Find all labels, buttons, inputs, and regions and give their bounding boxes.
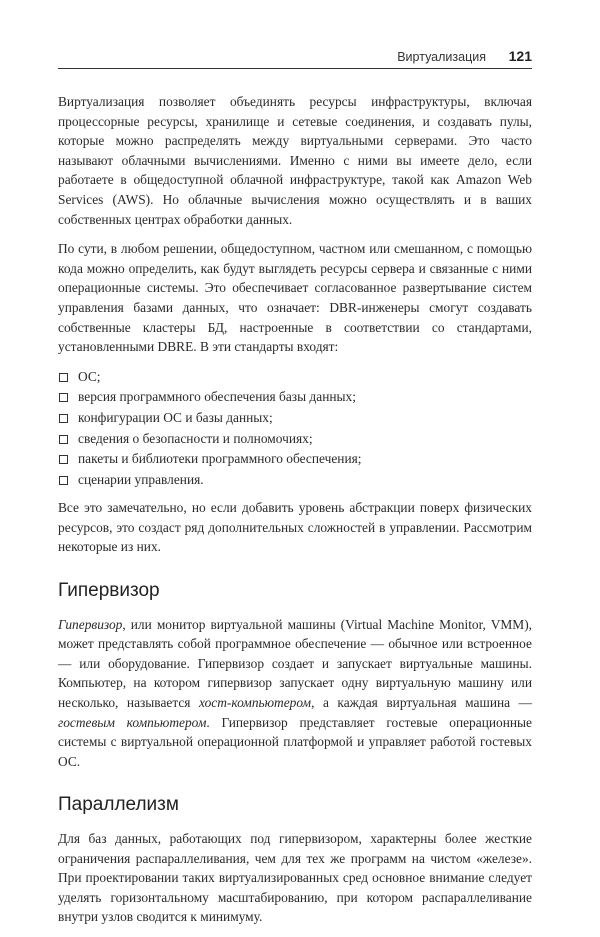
list-item	[58, 470, 532, 491]
list-item	[58, 367, 532, 388]
paragraph: Для баз данных, работающих под гипервизором, характерны более жесткие ограничения распараллеливания, чем для тех же программ на чистом «железе». При проектировании таких виртуализированных сред основное внимание следует уделять горизонтальному масштабированию, при котором распараллеливание внутри узлов сводится к минимуму.	[58, 831, 532, 925]
list-item-text: сведения о безопасности и полномочиях;	[78, 430, 313, 446]
section-heading-hypervisor: Гипервизор	[58, 580, 160, 602]
section-heading-parallelism: Параллелизм	[58, 794, 179, 816]
list-item-text: конфигурации ОС и базы данных;	[78, 409, 273, 425]
paragraph	[58, 615, 532, 772]
standards-list	[58, 367, 532, 491]
checkbox-bullet-icon	[59, 393, 68, 402]
paragraph: По сути, в любом решении, общедоступном, частном или смешанном, с помощью кода можно определить, как будут выглядеть ресурсы сервера и связанные с ними операционные системы. Это обеспечивает согласованное развертывание систем управления базами данных, что означает: DBR-инженеры смогут создавать собственные кластеры БД, настроенные в соответствии со стандартами, установленными DBRE. В эти стандарты входят:	[58, 241, 532, 355]
running-header	[58, 46, 532, 69]
checkbox-bullet-icon	[59, 476, 68, 485]
paragraph: Все это замечательно, но если добавить уровень абстракции поверх физических ресурсов, это создаст ряд дополнительных сложностей в управлении. Рассмотрим некоторые из них.	[58, 500, 532, 555]
checkbox-bullet-icon	[59, 414, 68, 423]
list-item-text: пакеты и библиотеки программного обеспечения;	[78, 451, 362, 467]
checkbox-bullet-icon	[59, 435, 68, 444]
list-item	[58, 449, 532, 470]
text: , а каждая виртуальная машина —	[311, 695, 532, 711]
text: . Гипервизор представляет гостевые операционные системы с виртуальной операционной платформой и управляет работой гостевых ОС.	[58, 714, 532, 769]
list-item-text: ОС;	[78, 368, 101, 384]
list-item-text: версия программного обеспечения базы данных;	[78, 389, 356, 405]
term: гостевым компьютером	[58, 714, 207, 730]
paragraph: Виртуализация позволяет объединять ресурсы инфраструктуры, включая процессорные ресурсы, хранилище и сетевые соединения, и создавать пулы, которые можно распределять между виртуальными серверами. Это часто называют облачными вычислениями. Именно с ними вы имеете дело, если работаете в общедоступной облачной инфраструктуре, такой как Amazon Web Services (AWS). Но облачные вычисления можно осуществлять и в ваших собственных центрах обработки данных.	[58, 94, 532, 227]
chapter-title: Виртуализация	[397, 50, 486, 64]
list-item	[58, 408, 532, 429]
list-item	[58, 387, 532, 408]
text: , или монитор виртуальной машины (Virtual Machine Monitor, VMM), может представлять собой программное обеспечение — обычное или встроенное — или оборудование. Гипервизор создает и запускает виртуальные машины. Компьютер, на котором гипервизор запускает одну виртуальную машину или несколько, называется	[58, 616, 532, 711]
term: хост-компьютером	[198, 695, 312, 711]
list-item-text: сценарии управления.	[78, 471, 204, 487]
list-item	[58, 429, 532, 450]
checkbox-bullet-icon	[59, 455, 68, 464]
checkbox-bullet-icon	[59, 373, 68, 382]
page-number: 121	[508, 48, 532, 64]
page-body	[58, 92, 532, 937]
term: Гипервизор	[58, 616, 123, 632]
